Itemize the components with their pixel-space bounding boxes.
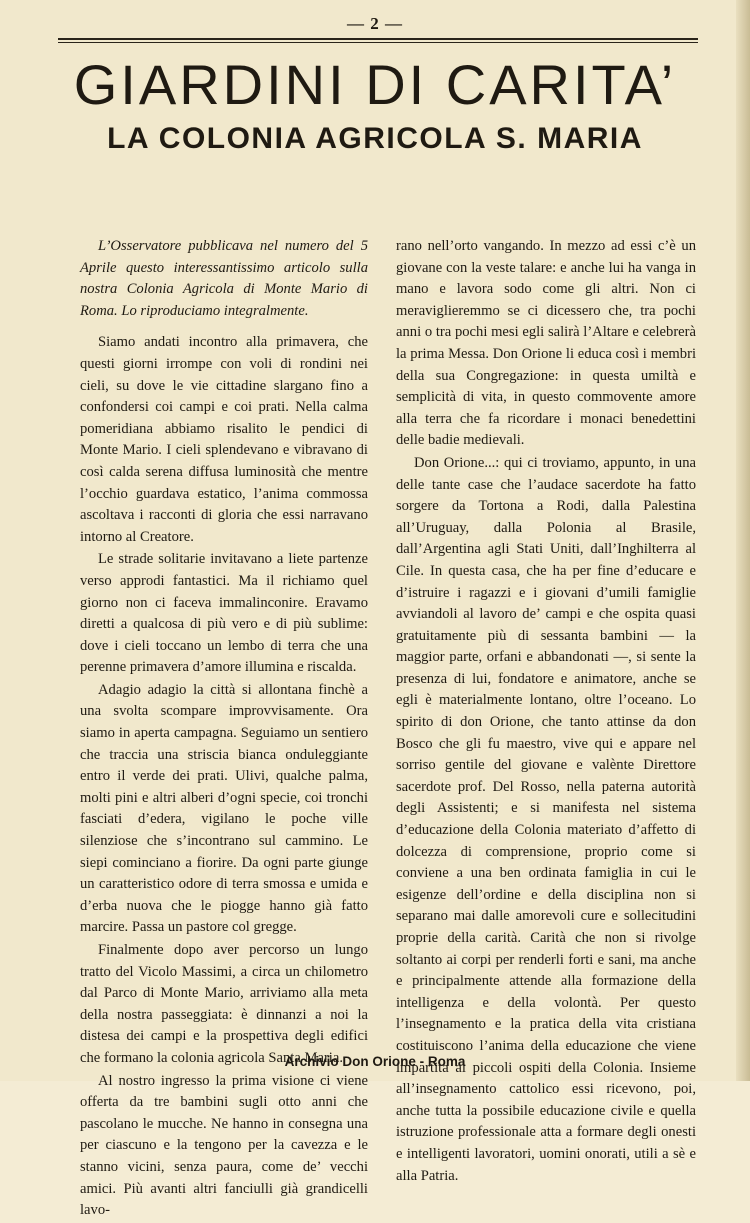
article-intro: L’Osservatore pubblicava nel numero del 5 Aprile questo interessantissimo articolo sulla nostra Colonia Agricola di Monte Mario di Roma. Lo riproduciamo integralmente. xyxy=(80,238,368,319)
article-title: GIARDINI DI CARITA’ xyxy=(73,53,677,116)
paragraph: Siamo andati incontro alla primavera, che questi giorni irrompe con voli di rondini nei cieli, su dove le vie cittadine slargano fino a confondersi coi campi e coi prati. Nella calma pomeridiana abbiamo risalito le pendici di Monte Mario. I cieli splendevano e vibravano di così calda serena diffusa luminosità che mentre l’occhio guardava estatico, l’anima commossa ascoltava i racconti di gloria che essi narravano intorno al Creatore. xyxy=(80,334,368,545)
page-number: — 2 — xyxy=(347,14,403,33)
header-rule-thin xyxy=(58,42,698,43)
header-rule-thick xyxy=(58,38,698,40)
left-column xyxy=(80,236,368,1223)
article-subtitle: LA COLONIA AGRICOLA S. MARIA xyxy=(107,122,643,155)
paragraph: Al nostro ingresso la prima visione ci viene offerta da tre bambini sugli otto anni che pascolano le mucche. Ne hanno in consegna una per ciascuno e la tengono per la cavezza e le stanno vicini, senza paura, come de’ vecchi amici. Più avanti altri fanciulli già grandicelli lavo- xyxy=(80,1072,368,1219)
paragraph: Don Orione...: qui ci troviamo, appunto, in una delle tante case che l’audace sacerdote ha fatto sorgere da Tortona a Rodi, dalla Palestina all’Uruguay, dalla Polonia al Brasile, dall’Argentina agli Stati Uniti, dall’Inghilterra al Cile. In questa casa, che ha per fine d’educare e d’istruire i ragazzi e i giovani d’umili famiglie avviandoli al lavoro de’ campi e che ospita quasi gratuitamente più di sessanta bambini — la maggior parte, orfani e abbandonati —, si sente la presenza di lui, fondatore e animatore, anche se egli è materialmente lontano, oltre l’oceano. Lo spirito di don Orione, che tanto attinse da don Bosco che gli fu maestro, vive qui e appare nel sorriso gentile del giovane e valènte Direttore sacerdote prof. Del Rosso, nella paterna autorità degli Assistenti; e si manifesta nel sistema d’educazione della Colonia materiato d’affetto di dolcezza di comprensione, proprio come si conviene a una ben ordinata famiglia in cui le esigenze dell’ordine e della disciplina non si separano mai dalle amorevoli cure e sollecitudini proprie della carità. Carità che non si rivolge soltanto ai corpi per renderli forti e sani, ma anche e principalmente attende alla formazione della intelligenza e della volontà. Per questo l’insegnamento e la pratica della vita cristiana costituiscono l’anima della educazione che viene impartita ai piccoli ospiti della Colonia. Insieme all’insegnamento cattolico essi ricevono, poi, anche tutta la possibile educazione civile e quella istruzione professionale atta a formare degli onesti e intelligenti lavoratori, uomini onorati, utili a sè e alla Patria. xyxy=(396,454,696,1184)
paragraph: rano nell’orto vangando. In mezzo ad essi c’è un giovane con la veste talare: e anche lui ha vanga in mano e lavora sodo come gli altri. Non ci meraviglieremmo se ci dicessero che, tra pochi anni o tra pochi mesi egli salirà l’Altare e celebrerà la prima Messa. Don Orione li educa così i membri della sua Congregazione: in questa umiltà e semplicità di vita, in questo commovente amore alla terra che fa ricordare i monaci benedettini delle badie medievali. xyxy=(396,238,696,449)
right-column xyxy=(396,236,696,1188)
paragraph: Adagio adagio la città si allontana finchè a una svolta scompare improvvisamente. Ora siamo in aperta campagna. Seguiamo un sentiero che traccia una striscia bianca onduleggiante entro il verde dei prati. Ulivi, qualche palma, molti pini e altri alberi d’ogni specie, coi tronchi fasciati d’edera, vigilano le poche ville silenziose che s’incontrano sul cammino. Le siepi cominciano a fiorire. Da ogni parte giunge un caratteristico odore di terra smossa e umida e d’erba nuova che le piogge hanno già fatto marcire. Passa un pastore col gregge. xyxy=(80,681,368,936)
paragraph: Finalmente dopo aver percorso un lungo tratto del Vicolo Massimi, a circa un chilometro dal Parco di Monte Mario, arriviamo alla meta della nostra passeggiata: è dinnanzi a noi la distesa dei campi e la prospettiva degli edifici che formano la colonia agricola Santa Maria. xyxy=(80,942,368,1066)
page-edge-shadow xyxy=(736,0,750,1081)
paragraph: Le strade solitarie invitavano a liete partenze verso approdi fantastici. Ma il richiamo quel giorno non ci faceva immalinconire. Eravamo diretti a qualcosa di più vero e di più sublime: dove i cieli toccano un lembo di terra che una perenne primavera d’amore illumina e riscalda. xyxy=(80,551,368,676)
archive-footer: Archivio Don Orione - Roma xyxy=(284,1054,466,1069)
